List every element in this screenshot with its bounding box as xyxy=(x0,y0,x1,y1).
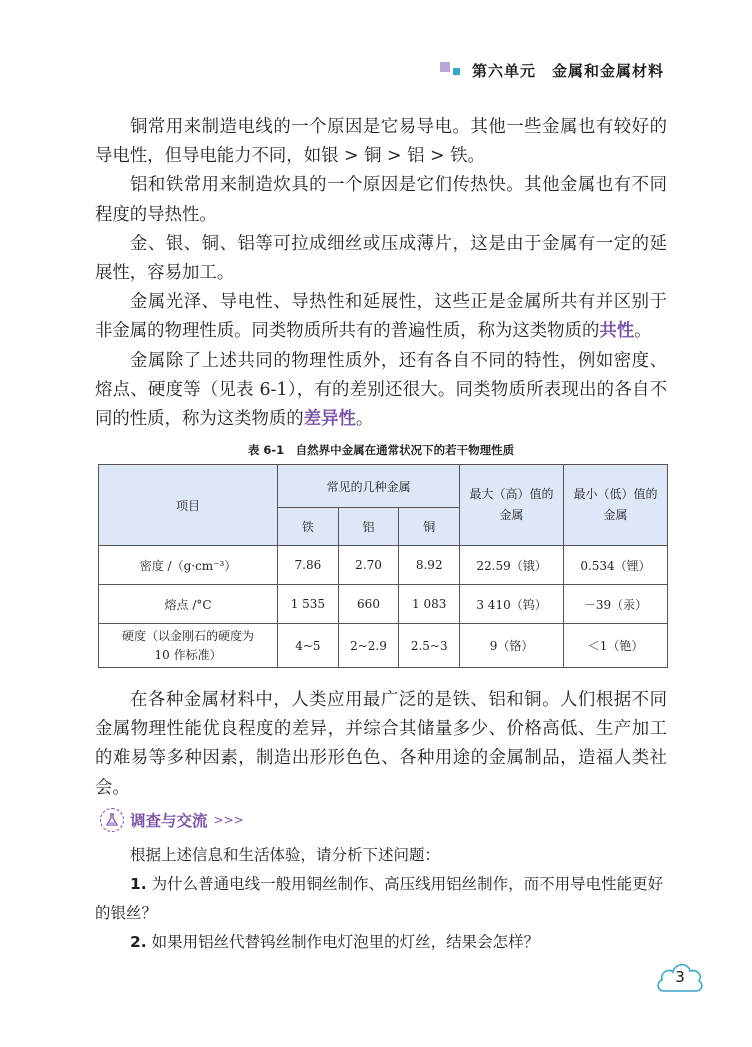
table-cell: 2.5~3 xyxy=(399,624,460,668)
header-title: 金属和金属材料 xyxy=(551,61,664,80)
inquiry-arrow: >>> xyxy=(213,813,244,827)
row-label: 硬度（以金刚石的硬度为 10 作标准） xyxy=(99,624,278,668)
paragraph-conductivity: 铜常用来制造电线的一个原因是它易导电。其他一些金属也有较好的导电性，但导电能力不同，如银 > 铜 > 铝 > 铁。 xyxy=(95,117,667,167)
table-cell: 22.59（锇） xyxy=(460,546,564,585)
question-item xyxy=(95,870,670,928)
table-row xyxy=(99,624,668,668)
question-number: 2. xyxy=(130,933,147,951)
inquiry-title: 调查与交流 xyxy=(130,812,208,830)
page-number: 3 xyxy=(675,968,685,986)
term-difference: 差异性 xyxy=(303,409,356,430)
table-cell: ＜1（铯） xyxy=(564,624,668,668)
body-text-bottom xyxy=(95,686,667,803)
table-cell: 1 083 xyxy=(399,585,460,624)
table-cell: 1 535 xyxy=(278,585,339,624)
table-cell: 660 xyxy=(338,585,399,624)
header-max: 最大（高）值的金属 xyxy=(460,465,564,546)
header-metal-aluminum: 铝 xyxy=(338,508,399,546)
question-number: 1. xyxy=(130,875,147,893)
paragraph-heat: 铝和铁常用来制造炊具的一个原因是它们传热快。其他金属也有不同程度的导热性。 xyxy=(95,175,667,225)
inquiry-questions xyxy=(95,841,670,957)
row-label: 熔点 /°C xyxy=(99,585,278,624)
question-item xyxy=(95,928,670,957)
table-cell: 4~5 xyxy=(278,624,339,668)
inquiry-intro: 根据上述信息和生活体验，请分析下述问题： xyxy=(130,846,441,864)
running-header xyxy=(440,58,664,82)
table-cell: 2.70 xyxy=(338,546,399,585)
page-number-badge xyxy=(654,957,706,997)
paragraph-ductility: 金、银、铜、铝等可拉成细丝或压成薄片，这是由于金属有一定的延展性，容易加工。 xyxy=(95,233,667,284)
paragraph-applications: 在各种金属材料中，人类应用最广泛的是铁、铝和铜。人们根据不同金属物理性能优良程度的差异，并综合其储量多少、价格高低、生产加工的难易等多种因素，制造出形形色色、各种用途的金属制品，造福人类社会。 xyxy=(95,690,667,798)
header-min: 最小（低）值的金属 xyxy=(564,465,668,546)
term-commonality: 共性 xyxy=(599,321,635,342)
table-cell: 9（铬） xyxy=(460,624,564,668)
inquiry-section-heading xyxy=(100,808,244,832)
question-text: 如果用铝丝代替钨丝制作电灯泡里的灯丝，结果会怎样？ xyxy=(151,933,540,951)
paragraph-differences xyxy=(95,347,667,435)
body-text-top xyxy=(95,113,667,434)
table-row xyxy=(99,585,668,624)
question-text: 为什么普通电线一般用铜丝制作、高压线用铝丝制作，而不用导电性能更好的银丝？ xyxy=(95,875,664,922)
table-row xyxy=(99,546,668,585)
header-item: 项目 xyxy=(99,465,278,546)
table-cell: 2~2.9 xyxy=(338,624,399,668)
table-cell: 0.534（锂） xyxy=(564,546,668,585)
table-caption: 表 6-1 自然界中金属在通常状况下的若干物理性质 xyxy=(247,443,515,457)
table-cell: 3 410（钨） xyxy=(460,585,564,624)
flask-icon xyxy=(100,808,124,832)
para5-text: 金属除了上述共同的物理性质外，还有各自不同的特性，例如密度、熔点、硬度等（见表 6-1），有的差别还很大。同类物质所表现出的各自不同的性质，称为这类物质的 xyxy=(95,350,667,430)
header-common-metals: 常见的几种金属 xyxy=(278,465,460,508)
para5-end: 。 xyxy=(355,409,374,430)
header-decoration-icon xyxy=(440,60,464,80)
table-cell: 7.86 xyxy=(278,546,339,585)
table-header-row xyxy=(99,465,668,508)
para4-text: 金属光泽、导电性、导热性和延展性，这些正是金属所共有并区别于非金属的物理性质。同类物质所共有的普遍性质，称为这类物质的 xyxy=(95,292,667,342)
table-cell: －39（汞） xyxy=(564,585,668,624)
header-metal-copper: 铜 xyxy=(399,508,460,546)
metal-properties-table xyxy=(98,464,668,668)
paragraph-common-properties xyxy=(95,288,667,346)
header-unit: 第六单元 xyxy=(471,61,536,80)
para4-end: 。 xyxy=(634,321,652,342)
table-cell: 8.92 xyxy=(399,546,460,585)
header-metal-iron: 铁 xyxy=(278,508,339,546)
row-label: 密度 /（g·cm⁻³） xyxy=(99,546,278,585)
